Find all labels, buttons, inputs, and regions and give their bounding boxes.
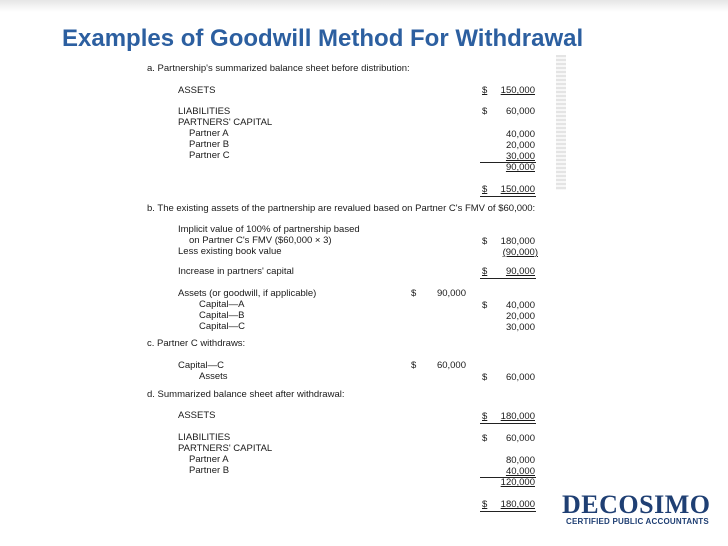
- b-implicit-line-1: Implicit value of 100% of partnership based: [178, 224, 360, 235]
- d-partners-capital-label: PARTNERS' CAPITAL: [178, 443, 273, 454]
- c-capital-c-label: Capital—C: [178, 360, 224, 371]
- b-capital-b-value: 20,000: [505, 311, 535, 322]
- section-a-heading: a. Partnership's summarized balance sheet before distribution:: [147, 63, 410, 74]
- b-increase-dollar: $: [482, 266, 488, 277]
- logo-wordmark: DECOSIMO: [562, 490, 711, 519]
- b-assets-goodwill-dollar: $: [411, 288, 417, 299]
- d-liab-value: 60,000: [505, 433, 535, 444]
- a-partner-c-value: 30,000: [505, 151, 535, 162]
- a-partner-a-label: Partner A: [189, 128, 229, 139]
- a-subtotal-value: 90,000: [505, 162, 535, 173]
- a-total-dollar: $: [482, 184, 488, 195]
- b-capital-c-label: Capital—C: [199, 321, 245, 332]
- d-subtotal-value: 120,000: [500, 477, 535, 488]
- b-assets-goodwill-label: Assets (or goodwill, if applicable): [178, 288, 317, 299]
- d-total-value: 180,000: [500, 499, 535, 510]
- d-partner-b-label: Partner B: [189, 465, 230, 476]
- d-liabilities-label: LIABILITIES: [178, 432, 231, 443]
- b-increase-double-rule: [480, 278, 536, 279]
- b-capital-b-label: Capital—B: [199, 310, 245, 321]
- d-assets-dollar: $: [482, 411, 488, 422]
- b-capital-a-dollar: $: [482, 300, 488, 311]
- b-implicit-value: 180,000: [500, 236, 535, 247]
- a-assets-label: ASSETS: [178, 85, 216, 96]
- a-partner-b-value: 20,000: [505, 140, 535, 151]
- a-partner-c-label: Partner C: [189, 150, 230, 161]
- b-increase-value: 90,000: [505, 266, 535, 277]
- d-total-dollar: $: [482, 499, 488, 510]
- d-total-double-rule: [480, 511, 536, 512]
- slide-title: Examples of Goodwill Method For Withdrawal: [62, 25, 584, 52]
- d-assets-value: 180,000: [500, 411, 535, 422]
- a-total-double-rule: [480, 196, 536, 197]
- a-liab-value: 60,000: [505, 106, 535, 117]
- b-implicit-line-2: on Partner C's FMV ($60,000 × 3): [189, 235, 332, 246]
- a-partners-capital-label: PARTNERS' CAPITAL: [178, 117, 273, 128]
- a-partner-a-value: 40,000: [505, 129, 535, 140]
- a-total-value: 150,000: [500, 184, 535, 195]
- b-capital-a-value: 40,000: [505, 300, 535, 311]
- b-capital-c-value: 30,000: [505, 322, 535, 333]
- c-assets-label: Assets: [199, 371, 228, 382]
- a-partner-b-label: Partner B: [189, 139, 230, 150]
- d-liab-dollar: $: [482, 433, 488, 444]
- b-less-book-label: Less existing book value: [178, 246, 282, 257]
- section-d-heading: d. Summarized balance sheet after withdrawal:: [147, 389, 345, 400]
- scan-artifact: [556, 55, 566, 190]
- c-assets-dollar: $: [482, 372, 488, 383]
- a-assets-dollar: $: [482, 85, 488, 96]
- b-assets-goodwill-value: 90,000: [436, 288, 466, 299]
- d-partner-a-value: 80,000: [505, 455, 535, 466]
- b-implicit-dollar: $: [482, 236, 488, 247]
- c-assets-value: 60,000: [505, 372, 535, 383]
- c-capital-c-value: 60,000: [436, 360, 466, 371]
- d-partner-a-label: Partner A: [189, 454, 229, 465]
- section-c-heading: c. Partner C withdraws:: [147, 338, 246, 349]
- d-assets-label: ASSETS: [178, 410, 216, 421]
- a-liab-dollar: $: [482, 106, 488, 117]
- decosimo-logo: [562, 490, 712, 530]
- section-b-heading: b. The existing assets of the partnership are revalued based on Partner C's FMV of $60,000:: [147, 203, 536, 214]
- d-assets-double-rule: [480, 423, 536, 424]
- logo-tagline: CERTIFIED PUBLIC ACCOUNTANTS: [566, 517, 709, 526]
- c-capital-c-dollar: $: [411, 360, 417, 371]
- b-capital-a-label: Capital—A: [199, 299, 245, 310]
- b-less-book-value: (90,000): [502, 247, 538, 258]
- a-liabilities-label: LIABILITIES: [178, 106, 231, 117]
- a-assets-value: 150,000: [500, 85, 535, 96]
- d-partner-b-value: 40,000: [505, 466, 535, 477]
- b-increase-label: Increase in partners' capital: [178, 266, 294, 277]
